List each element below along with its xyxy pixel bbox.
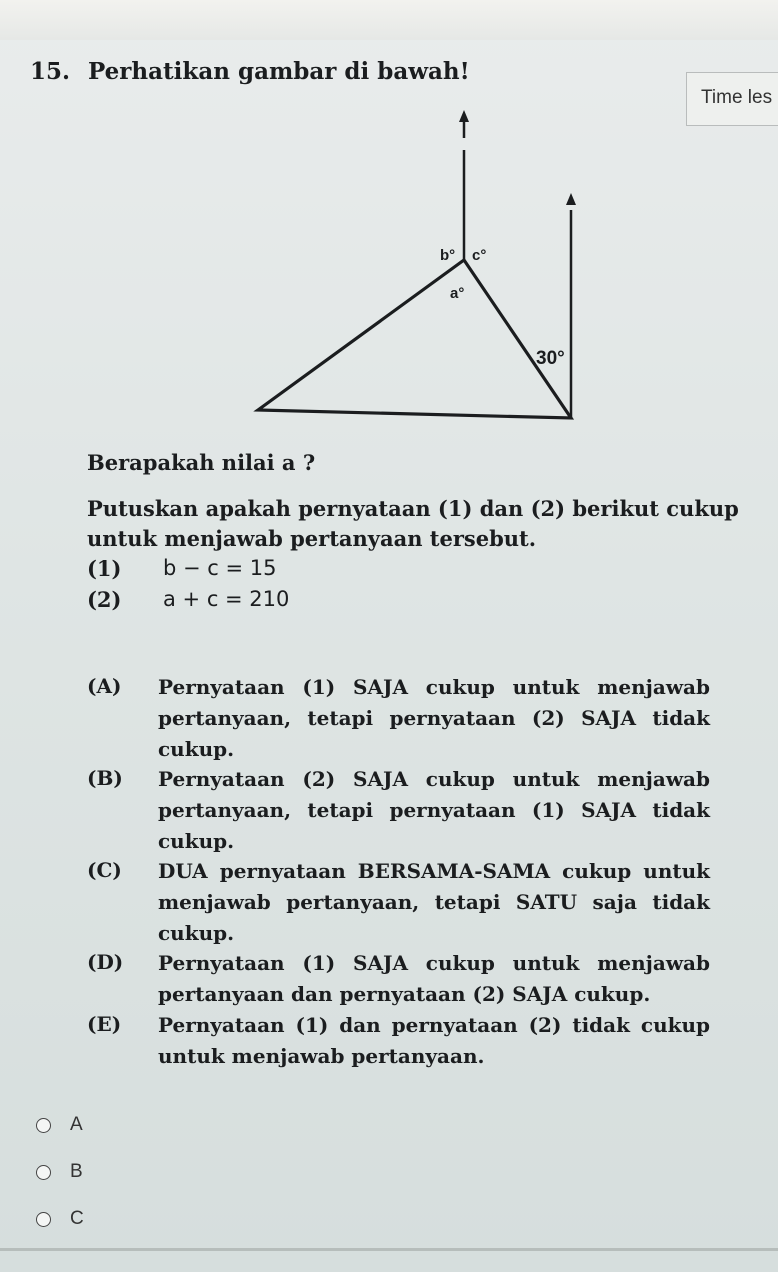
triangle-figure <box>240 100 600 430</box>
question-prompt: Perhatikan gambar di bawah! <box>88 58 470 85</box>
statement-1-equation: b − c = 15 <box>163 556 277 580</box>
option-e-text: Pernyataan (1) dan pernyataan (2) tidak cukup untuk menjawab pertanyaan. <box>158 1013 710 1068</box>
angle-c-label: c° <box>472 247 487 264</box>
answer-label-c[interactable]: C <box>70 1208 84 1229</box>
triangle <box>258 260 571 418</box>
instruction-line-2: untuk menjawab pertanyaan tersebut. <box>87 526 537 551</box>
right-arrow-icon <box>566 193 576 205</box>
option-b-letter: (B) <box>87 766 123 790</box>
option-e-letter: (E) <box>87 1012 122 1036</box>
radio-circle-icon[interactable] <box>36 1212 51 1227</box>
option-d-text: Pernyataan (1) SAJA cukup untuk menjawab pertanyaan dan pernyataan (2) SAJA cukup. <box>158 951 710 1006</box>
bottom-divider <box>0 1248 778 1251</box>
question-ask: Berapakah nilai a ? <box>87 450 316 475</box>
statement-2-number: (2) <box>87 587 122 612</box>
timer-box: Time les <box>686 72 778 126</box>
top-strip <box>0 0 778 40</box>
option-b-text: Pernyataan (2) SAJA cukup untuk menjawab pertanyaan, tetapi pernyataan (1) SAJA tidak cukup. <box>158 767 710 853</box>
option-d-letter: (D) <box>87 950 124 974</box>
statement-1-number: (1) <box>87 556 122 581</box>
answer-radio-a[interactable] <box>36 1113 83 1137</box>
statement-2-equation: a + c = 210 <box>163 587 290 611</box>
answer-label-b[interactable]: B <box>70 1161 83 1182</box>
question-number: 15. <box>30 58 71 85</box>
apex-arrow-icon <box>459 110 469 122</box>
angle-30-label: 30° <box>536 348 565 369</box>
option-a-text: Pernyataan (1) SAJA cukup untuk menjawab pertanyaan, tetapi pernyataan (2) SAJA tidak cukup. <box>158 675 710 761</box>
instruction-line-1: Putuskan apakah pernyataan (1) dan (2) berikut cukup <box>87 496 739 521</box>
angle-a-label: a° <box>450 285 465 302</box>
answer-radio-c[interactable] <box>36 1207 84 1231</box>
answer-label-a[interactable]: A <box>70 1114 83 1135</box>
radio-circle-icon[interactable] <box>36 1118 51 1133</box>
radio-circle-icon[interactable] <box>36 1165 51 1180</box>
option-c-text: DUA pernyataan BERSAMA-SAMA cukup untuk menjawab pertanyaan, tetapi SATU saja tidak cukup. <box>158 859 710 945</box>
option-c-letter: (C) <box>87 858 122 882</box>
angle-b-label: b° <box>440 247 456 264</box>
option-a-letter: (A) <box>87 674 122 698</box>
answer-radio-b[interactable] <box>36 1160 83 1184</box>
